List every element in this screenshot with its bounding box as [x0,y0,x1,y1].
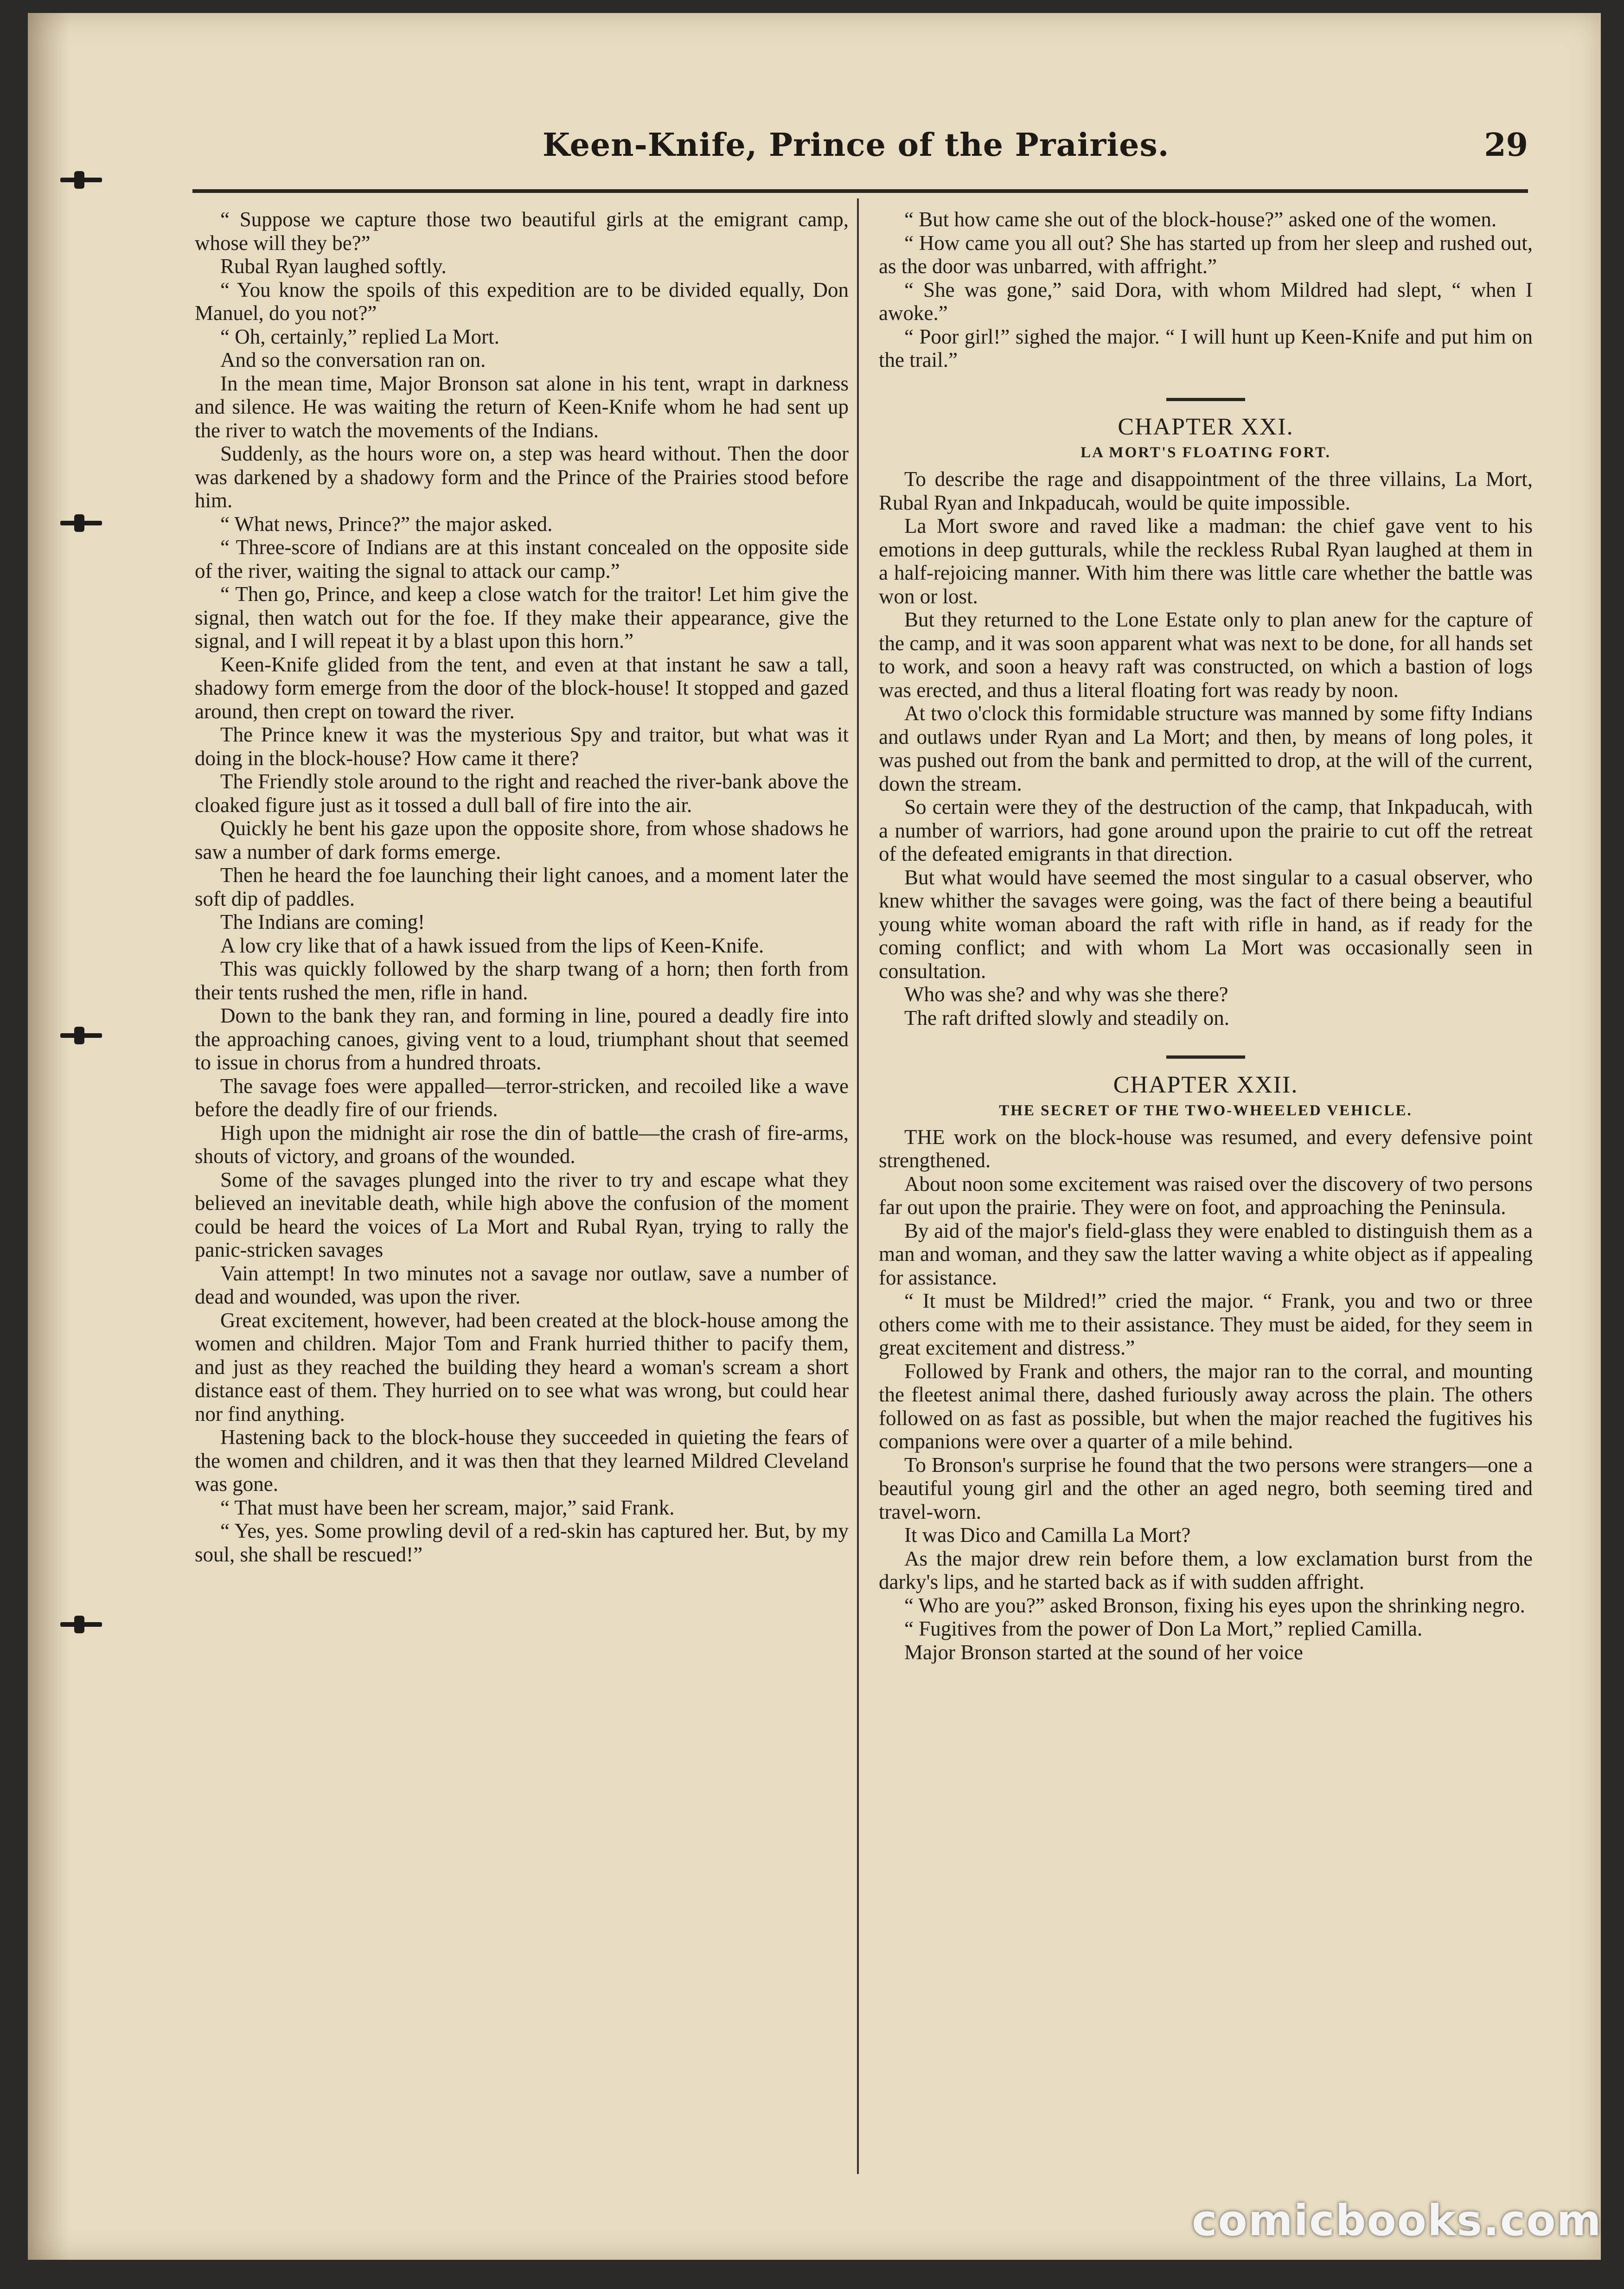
paragraph: The Prince knew it was the mysterious Spy and traitor, but what was it doing in the block-house? How came it there? [195,723,849,770]
paragraph: “ It must be Mildred!” cried the major. “ Frank, you and two or three others come with me to their assistance. They must be aided, for they seem in great excitement and distress.” [879,1289,1533,1359]
binding-staple [60,1033,102,1038]
site-watermark: comicbooks.com [1192,2196,1602,2245]
right-column [879,208,1533,2202]
chapter-22-subtitle: THE SECRET OF THE TWO-WHEELED VEHICLE. [999,1102,1413,1119]
paragraph: Major Bronson started at the sound of her voice [904,1640,1303,1664]
paragraph: The savage foes were appalled—terror-stricken, and recoiled like a wave before the deadly fire of our friends. [195,1074,849,1121]
page-number: 29 [1484,127,1528,164]
paragraph: “ Then go, Prince, and keep a close watch for the traitor! Let him give the signal, then watch out for the foe. If they make their appearance, give the signal, and I will repeat it by a blast upon this horn.” [195,582,849,652]
paragraph: Some of the savages plunged into the river to try and escape what they believed an inevitable death, while high above the confusion of the moment could be heard the voices of La Mort and Rubal Ryan, trying to rally the panic-stricken savages [195,1168,849,1261]
paragraph: “ Yes, yes. Some prowling devil of a red-skin has captured her. But, by my soul, she shall be rescued!” [195,1519,849,1566]
paragraph: “ That must have been her scream, major,” said Frank. [220,1496,675,1519]
paragraph: About noon some excitement was raised over the discovery of two persons far out upon the prairie. They were on foot, and approaching the Peninsula. [879,1172,1533,1219]
paragraph: “ Oh, certainly,” replied La Mort. [220,325,499,348]
chapter-22-title: CHAPTER XXII. [1113,1071,1298,1098]
binding-staple [60,1622,102,1627]
paragraph: At two o'clock this formidable structure was manned by some fifty Indians and outlaws under Ryan and La Mort; and then, by means of long poles, it was pushed out from the bank and permitted to drop, at the will of the current, down the stream. [879,702,1533,795]
paragraph: “ Suppose we capture those two beautiful girls at the emigrant camp, whose will they be?” [195,208,849,255]
paragraph: But what would have seemed the most singular to a casual observer, who knew whither the savages were going, was the fact of there being a beautiful young white woman aboard the raft with rifle in hand, as if ready for the coming conflict; and with whom La Mort was occasionally seen in consultation. [879,865,1533,983]
paragraph: Down to the bank they ran, and forming in line, poured a deadly fire into the approaching canoes, giving vent to a loud, triumphant shout that seemed to issue in chorus from a hundred throats. [195,1004,849,1074]
paragraph: So certain were they of the destruction of the camp, that Inkpaducah, with a number of warriors, had gone around upon the prairie to cut off the retreat of the defeated emigrants in that direction. [879,795,1533,865]
chapter-divider [879,386,1533,409]
paragraph: La Mort swore and raved like a madman: the chief gave vent to his emotions in deep gutturals, while the reckless Rubal Ryan laughed at them in a half-rejoicing manner. With him there was little care whether the battle was won or lost. [879,514,1533,608]
paragraph: The Indians are coming! [220,910,425,934]
page-sheet [28,13,1601,2260]
paragraph: And so the conversation ran on. [220,348,486,371]
binding-staple [60,178,102,182]
paragraph: It was Dico and Camilla La Mort? [904,1523,1191,1547]
paragraph: Suddenly, as the hours wore on, a step was heard without. Then the door was darkened by a shadowy form and the Prince of the Prairies stood before him. [195,442,849,512]
paragraph: “ Poor girl!” sighed the major. “ I will hunt up Keen-Knife and put him on the trail.” [879,325,1533,371]
column-divider [857,198,859,2174]
header-rule [192,189,1528,193]
paragraph: THE work on the block-house was resumed, and every defensive point strengthened. [879,1125,1533,1172]
paragraph: As the major drew rein before them, a low exclamation burst from the darky's lips, and he started back as if with sudden affright. [879,1547,1533,1593]
paragraph: This was quickly followed by the sharp twang of a horn; then forth from their tents rushed the men, rifle in hand. [195,957,849,1004]
paragraph: Keen-Knife glided from the tent, and even at that instant he saw a tall, shadowy form emerge from the door of the block-house! It stopped and gazed around, then crept on toward the river. [195,652,849,723]
paragraph: “ What news, Prince?” the major asked. [220,512,553,536]
chapter-21-title: CHAPTER XXI. [1118,414,1294,440]
paragraph: “ She was gone,” said Dora, with whom Mildred had slept, “ when I awoke.” [879,278,1533,325]
chapter-21-subtitle: LA MORT'S FLOATING FORT. [1081,444,1331,461]
paragraph: The Friendly stole around to the right and reached the river-bank above the cloaked figure just as it tossed a dull ball of fire into the air. [195,770,849,817]
paragraph: But they returned to the Lone Estate only to plan anew for the capture of the camp, and it was soon apparent what was next to be done, for all hands set to work, and soon a heavy raft was constructed, on which a bastion of logs was erected, and thus a literal floating fort was ready by noon. [879,608,1533,702]
paragraph: Who was she? and why was she there? [904,983,1228,1006]
paragraph: Quickly he bent his gaze upon the opposite shore, from whose shadows he saw a number of dark forms emerge. [195,817,849,863]
paragraph: By aid of the major's field-glass they were enabled to distinguish them as a man and woman, and they saw the latter waving a white object as if appealing for assistance. [879,1219,1533,1289]
paragraph: A low cry like that of a hawk issued from the lips of Keen-Knife. [220,934,764,957]
paragraph: Rubal Ryan laughed softly. [220,255,447,278]
chapter-divider [879,1043,1533,1067]
paragraph: The raft drifted slowly and steadily on. [904,1006,1230,1029]
running-title: Keen-Knife, Prince of the Prairies. [543,127,1170,164]
paragraph: “ Who are you?” asked Bronson, fixing his eyes upon the shrinking negro. [904,1593,1525,1617]
paragraph: High upon the midnight air rose the din of battle—the crash of fire-arms, shouts of victory, and groans of the wounded. [195,1121,849,1168]
paragraph: To Bronson's surprise he found that the two persons were strangers—one a beautiful young girl and the other an aged negro, both seeming tired and travel-worn. [879,1453,1533,1523]
binding-staple [60,521,102,525]
paragraph: “ How came you all out? She has started up from her sleep and rushed out, as the door was unbarred, with affright.” [879,231,1533,278]
paragraph: To describe the rage and disappointment of the three villains, La Mort, Rubal Ryan and Inkpaducah, would be quite impossible. [879,467,1533,514]
left-column [195,208,849,2202]
paragraph: “ You know the spoils of this expedition are to be divided equally, Don Manuel, do you not?” [195,278,849,325]
paragraph: Vain attempt! In two minutes not a savage nor outlaw, save a number of dead and wounded, was upon the river. [195,1261,849,1308]
paragraph: “ Fugitives from the power of Don La Mort,” replied Camilla. [904,1617,1423,1640]
paragraph: Hastening back to the block-house they succeeded in quieting the fears of the women and children, and it was then that they learned Mildred Cleveland was gone. [195,1426,849,1496]
paragraph: Great excitement, however, had been created at the block-house among the women and children. Major Tom and Frank hurried thither to pacify them, and just as they reached the building they heard a woman's scream a short distance east of them. They hurried on to see what was wrong, but could hear nor find anything. [195,1308,849,1426]
paragraph: Then he heard the foe launching their light canoes, and a moment later the soft dip of paddles. [195,863,849,910]
paragraph: “ But how came she out of the block-house?” asked one of the women. [904,208,1497,231]
paragraph: “ Three-score of Indians are at this instant concealed on the opposite side of the river, waiting the signal to attack our camp.” [195,536,849,582]
paragraph: Followed by Frank and others, the major ran to the corral, and mounting the fleetest animal there, dashed furiously away across the plain. The others followed on as fast as possible, but when the major reached the fugitives his companions were over a quarter of a mile behind. [879,1359,1533,1453]
paragraph: In the mean time, Major Bronson sat alone in his tent, wrapt in darkness and silence. He was waiting the return of Keen-Knife whom he had sent up the river to watch the movements of the Indians. [195,371,849,442]
